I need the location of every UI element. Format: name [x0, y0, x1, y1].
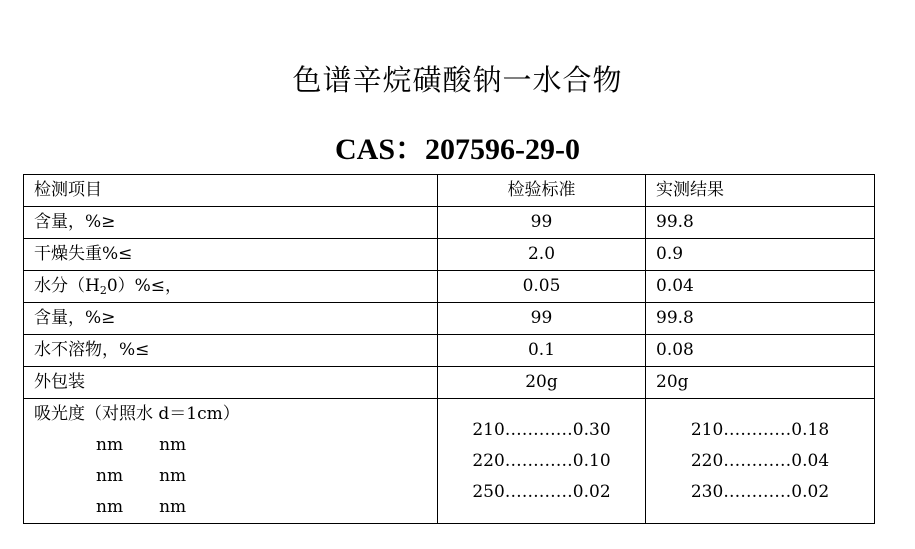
result-line: 230…………0.02: [690, 481, 830, 502]
result-line: 210…………0.18: [690, 419, 830, 440]
absorbance-row: [24, 399, 875, 524]
spec-table: [23, 174, 875, 524]
row-item-post: 0）%≤，: [106, 275, 183, 296]
unit-nm: nm: [159, 435, 187, 455]
row-result: 0.04: [646, 271, 875, 303]
row-standard: 0.05: [438, 271, 646, 303]
row-result: 99.8: [646, 207, 875, 239]
absorbance-item: [24, 399, 438, 524]
row-item: 水不溶物，%≤: [24, 335, 438, 367]
row-item-subscript: 2: [99, 283, 107, 297]
cas-number: CAS：207596-29-0: [335, 133, 580, 166]
absorbance-label: 吸光度（对照水 d＝1cm）: [34, 404, 240, 424]
standard-line: 210…………0.30: [472, 419, 611, 440]
table-row: [24, 367, 875, 399]
unit-nm: nm: [159, 466, 187, 486]
unit-nm: nm: [159, 497, 187, 517]
row-item: 干燥失重%≤: [24, 239, 438, 271]
standard-line: 220…………0.10: [472, 450, 611, 471]
document-title: 色谱辛烷磺酸钠一水合物: [292, 63, 623, 97]
row-item: [24, 271, 438, 303]
header-standard: 检验标准: [438, 175, 646, 207]
absorbance-standard: [438, 399, 646, 524]
unit-line: [34, 492, 427, 523]
header-result: 实测结果: [646, 175, 875, 207]
absorbance-result: [646, 399, 875, 524]
unit-nm: nm: [96, 497, 124, 517]
table-row: [24, 303, 875, 335]
row-result: 0.08: [646, 335, 875, 367]
row-item: 含量，%≥: [24, 303, 438, 335]
table-row: [24, 239, 875, 271]
row-item: 含量，%≥: [24, 207, 438, 239]
table-row: [24, 207, 875, 239]
row-standard: 99: [438, 207, 646, 239]
header-item: 检测项目: [24, 175, 438, 207]
table-row: [24, 335, 875, 367]
unit-line: [34, 461, 427, 492]
row-result: 0.9: [646, 239, 875, 271]
row-item: 外包装: [24, 367, 438, 399]
table-row: [24, 271, 875, 303]
row-item-pre: 水分（H: [34, 275, 100, 296]
row-result: 99.8: [646, 303, 875, 335]
result-line: 220…………0.04: [690, 450, 830, 471]
row-result: 20g: [646, 367, 875, 399]
unit-nm: nm: [96, 435, 124, 455]
row-standard: 2.0: [438, 239, 646, 271]
unit-line: [34, 430, 427, 461]
row-standard: 99: [438, 303, 646, 335]
row-standard: 0.1: [438, 335, 646, 367]
row-standard: 20g: [438, 367, 646, 399]
unit-nm: nm: [96, 466, 124, 486]
table-header-row: [24, 175, 875, 207]
standard-line: 250…………0.02: [472, 481, 611, 502]
